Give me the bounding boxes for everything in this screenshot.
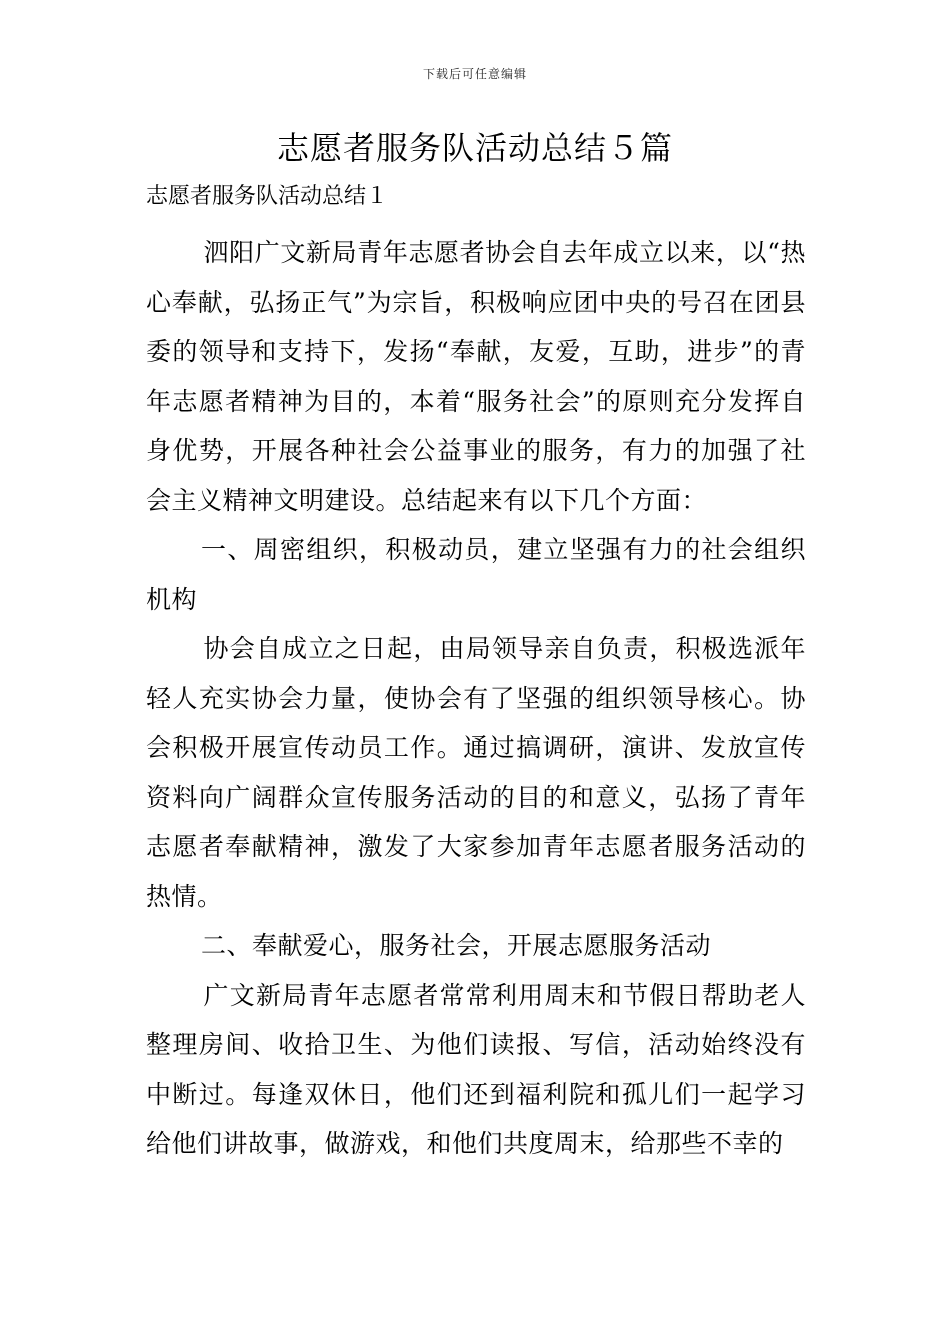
document-title: 志愿者服务队活动总结５篇 [276,129,673,167]
paragraph-volunteer-service: 广文新局青年志愿者常常利用周末和节假日帮助老人整理房间、收拾卫生、为他们读报、写信，活动始终没有中断过。每逢双休日，他们还到福利院和孤儿们一起学习给他们讲故事，做游戏，和他们共度周末，给那些不幸的 [146,980,806,1158]
section-title: 志愿者服务队活动总结１ [146,184,389,209]
paragraph-heading-one: 一、周密组织，积极动员，建立坚强有力的社会组织机构 [146,535,806,614]
paragraph-heading-two: 二、奉献爱心，服务社会，开展志愿服务活动 [201,931,712,960]
header-note: 下载后可任意编辑 [422,67,527,81]
paragraph-intro: 泗阳广文新局青年志愿者协会自去年成立以来，以“热心奉献，弘扬正气”为宗旨，积极响应团中央的号召在团县委的领导和支持下，发扬“奉献，友爱，互助，进步”的青年志愿者精神为目的，本着“服务社会”的原则充分发挥自身优势，开展各种社会公益事业的服务，有力的加强了社会主义精神文明建设。总结起来有以下几个方面： [146,238,806,515]
paragraph-organization: 协会自成立之日起，由局领导亲自负责，积极选派年轻人充实协会力量，使协会有了坚强的组织领导核心。协会积极开展宣传动员工作。通过搞调研，演讲、发放宣传资料向广阔群众宣传服务活动的目的和意义，弘扬了青年志愿者奉献精神，激发了大家参加青年志愿者服务活动的热情。 [146,634,806,911]
document-body [146,228,806,1169]
